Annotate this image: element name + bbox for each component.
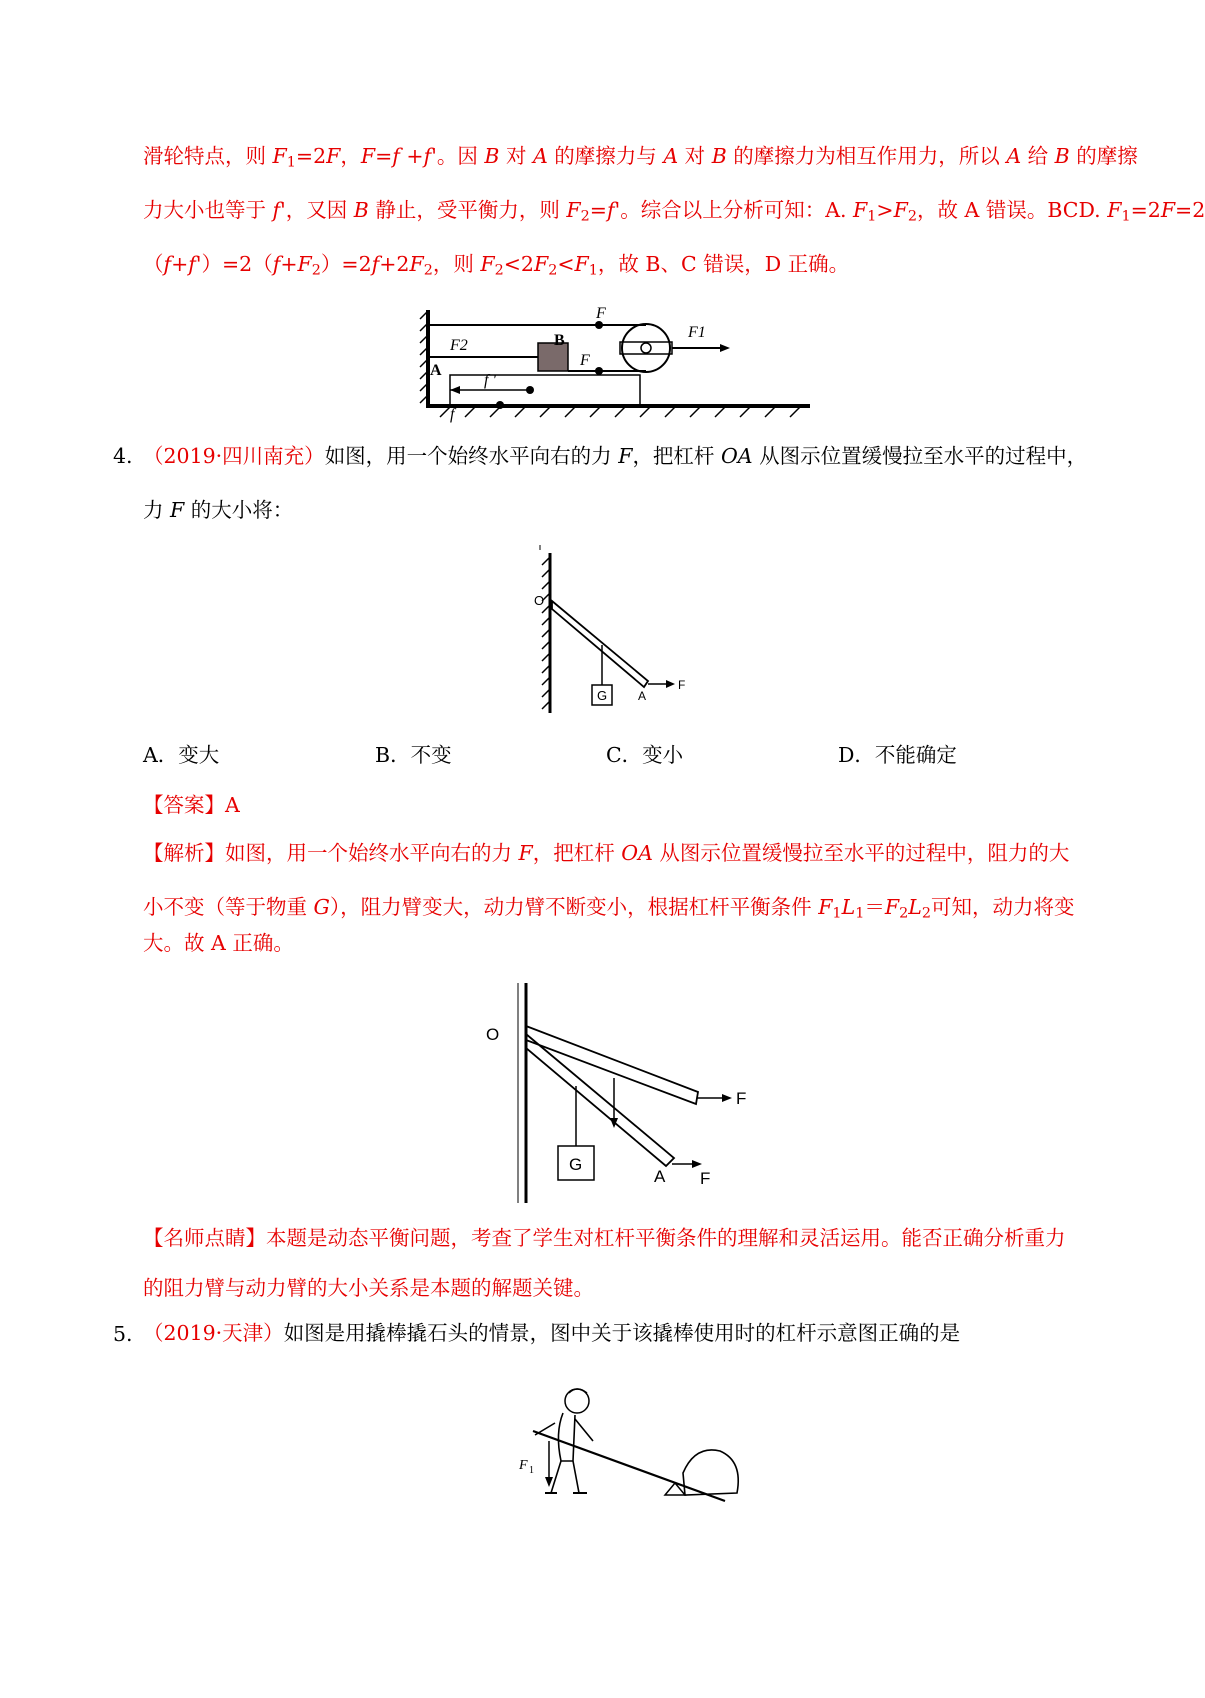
q4-analysis-line-2: 小不变（等于物重 G），阻力臂变大，动力臂不断变小，根据杠杆平衡条件 $F_1L_1=F_2L_2$可知，动力将变 (143, 895, 1075, 922)
crowbar (533, 1431, 725, 1501)
label-f1-sub: 1 (529, 1465, 534, 1476)
ground-hatch (440, 407, 800, 417)
pulley-axle (620, 342, 672, 354)
q4-analysis-line-3: 大。故 A 正确。 (143, 931, 294, 955)
q4-analysis-line-1: 【解析】如图，用一个始终水平向右的力 F，把杠杆 OA 从图示位置缓慢拉至水平的过程中，阻力的大 (143, 841, 1070, 865)
lever-figure-q4 (520, 545, 700, 720)
lever-rod (552, 601, 648, 687)
q5-stem: （2019·天津）如图是用撬棒撬石头的情景，图中关于该撬棒使用时的杠杆示意图正确的是 (143, 1321, 961, 1345)
q4-number: 4. (113, 444, 133, 468)
q4-tip-line-2: 的阻力臂与动力臂的大小关系是本题的解题关键。 (143, 1276, 594, 1300)
label-f-q4: F (678, 678, 686, 692)
label-f-upper: F (736, 1089, 747, 1108)
person-body (551, 1413, 579, 1493)
q4-option-a[interactable]: A．变大 (143, 743, 220, 767)
label-g-analysis: G (569, 1155, 583, 1174)
pulley-wheel (622, 324, 670, 372)
label-f2: F2 (450, 337, 468, 354)
label-g: G (597, 688, 608, 703)
label-a-q4: A (638, 689, 647, 703)
label-f1-main: F (519, 1458, 528, 1473)
q3-explain-line-3: $(f+f')=2(f+F_2)=2f+2F_2$，则 $F_2<2F_2<F_1$，故 B、C 错误，D 正确。 (143, 252, 850, 279)
label-f-top: F (596, 305, 606, 322)
lever-analysis-figure (486, 978, 766, 1208)
q5-number: 5. (113, 1322, 133, 1346)
crowbar-figure (515, 1383, 745, 1513)
label-b: B (554, 332, 565, 349)
label-o-q4: O (534, 593, 545, 608)
label-f-lower: F (700, 1169, 711, 1188)
q4-answer: 【答案】A (143, 793, 240, 817)
q3-explain-line-1: 滑轮特点，则 $F_1=2F$，F=f +f'。因 B 对 A 的摩擦力与 A 对 B 的摩擦力为相互作用力，所以 A 给 B 的摩擦 (143, 144, 1138, 171)
q4-option-c[interactable]: C．变小 (606, 743, 684, 767)
q4-option-d[interactable]: D．不能确定 (838, 743, 957, 767)
pulley-friction-figure (420, 305, 820, 423)
label-f-prime: f ' (484, 372, 496, 389)
label-f-low: F (580, 352, 590, 369)
q4-stem: （2019·四川南充）如图，用一个始终水平向右的力 F，把杠杆 OA 从图示位置缓慢拉至水平的过程中， 力 F 的大小将： (143, 444, 1088, 522)
label-a-analysis: A (654, 1167, 666, 1186)
label-a: A (430, 362, 442, 379)
q4-tip-line-1: 【名师点睛】本题是动态平衡问题，考查了学生对杠杆平衡条件的理解和灵活运用。能否正确分析重力 (143, 1226, 1066, 1250)
label-o-analysis: O (486, 1025, 500, 1044)
q4-option-b[interactable]: B．不变 (375, 743, 452, 767)
q3-explain-line-2: 力大小也等于 f'，又因 B 静止，受平衡力，则 $F_2=f'$。综合以上分析可知：A. $F_1>F_2$，故 A 错误。BCD. $F_1=2F=2$ (143, 198, 1205, 225)
label-f-small: f (450, 406, 455, 423)
label-f1: F1 (688, 324, 706, 341)
lever-rod-upper (526, 1026, 698, 1104)
